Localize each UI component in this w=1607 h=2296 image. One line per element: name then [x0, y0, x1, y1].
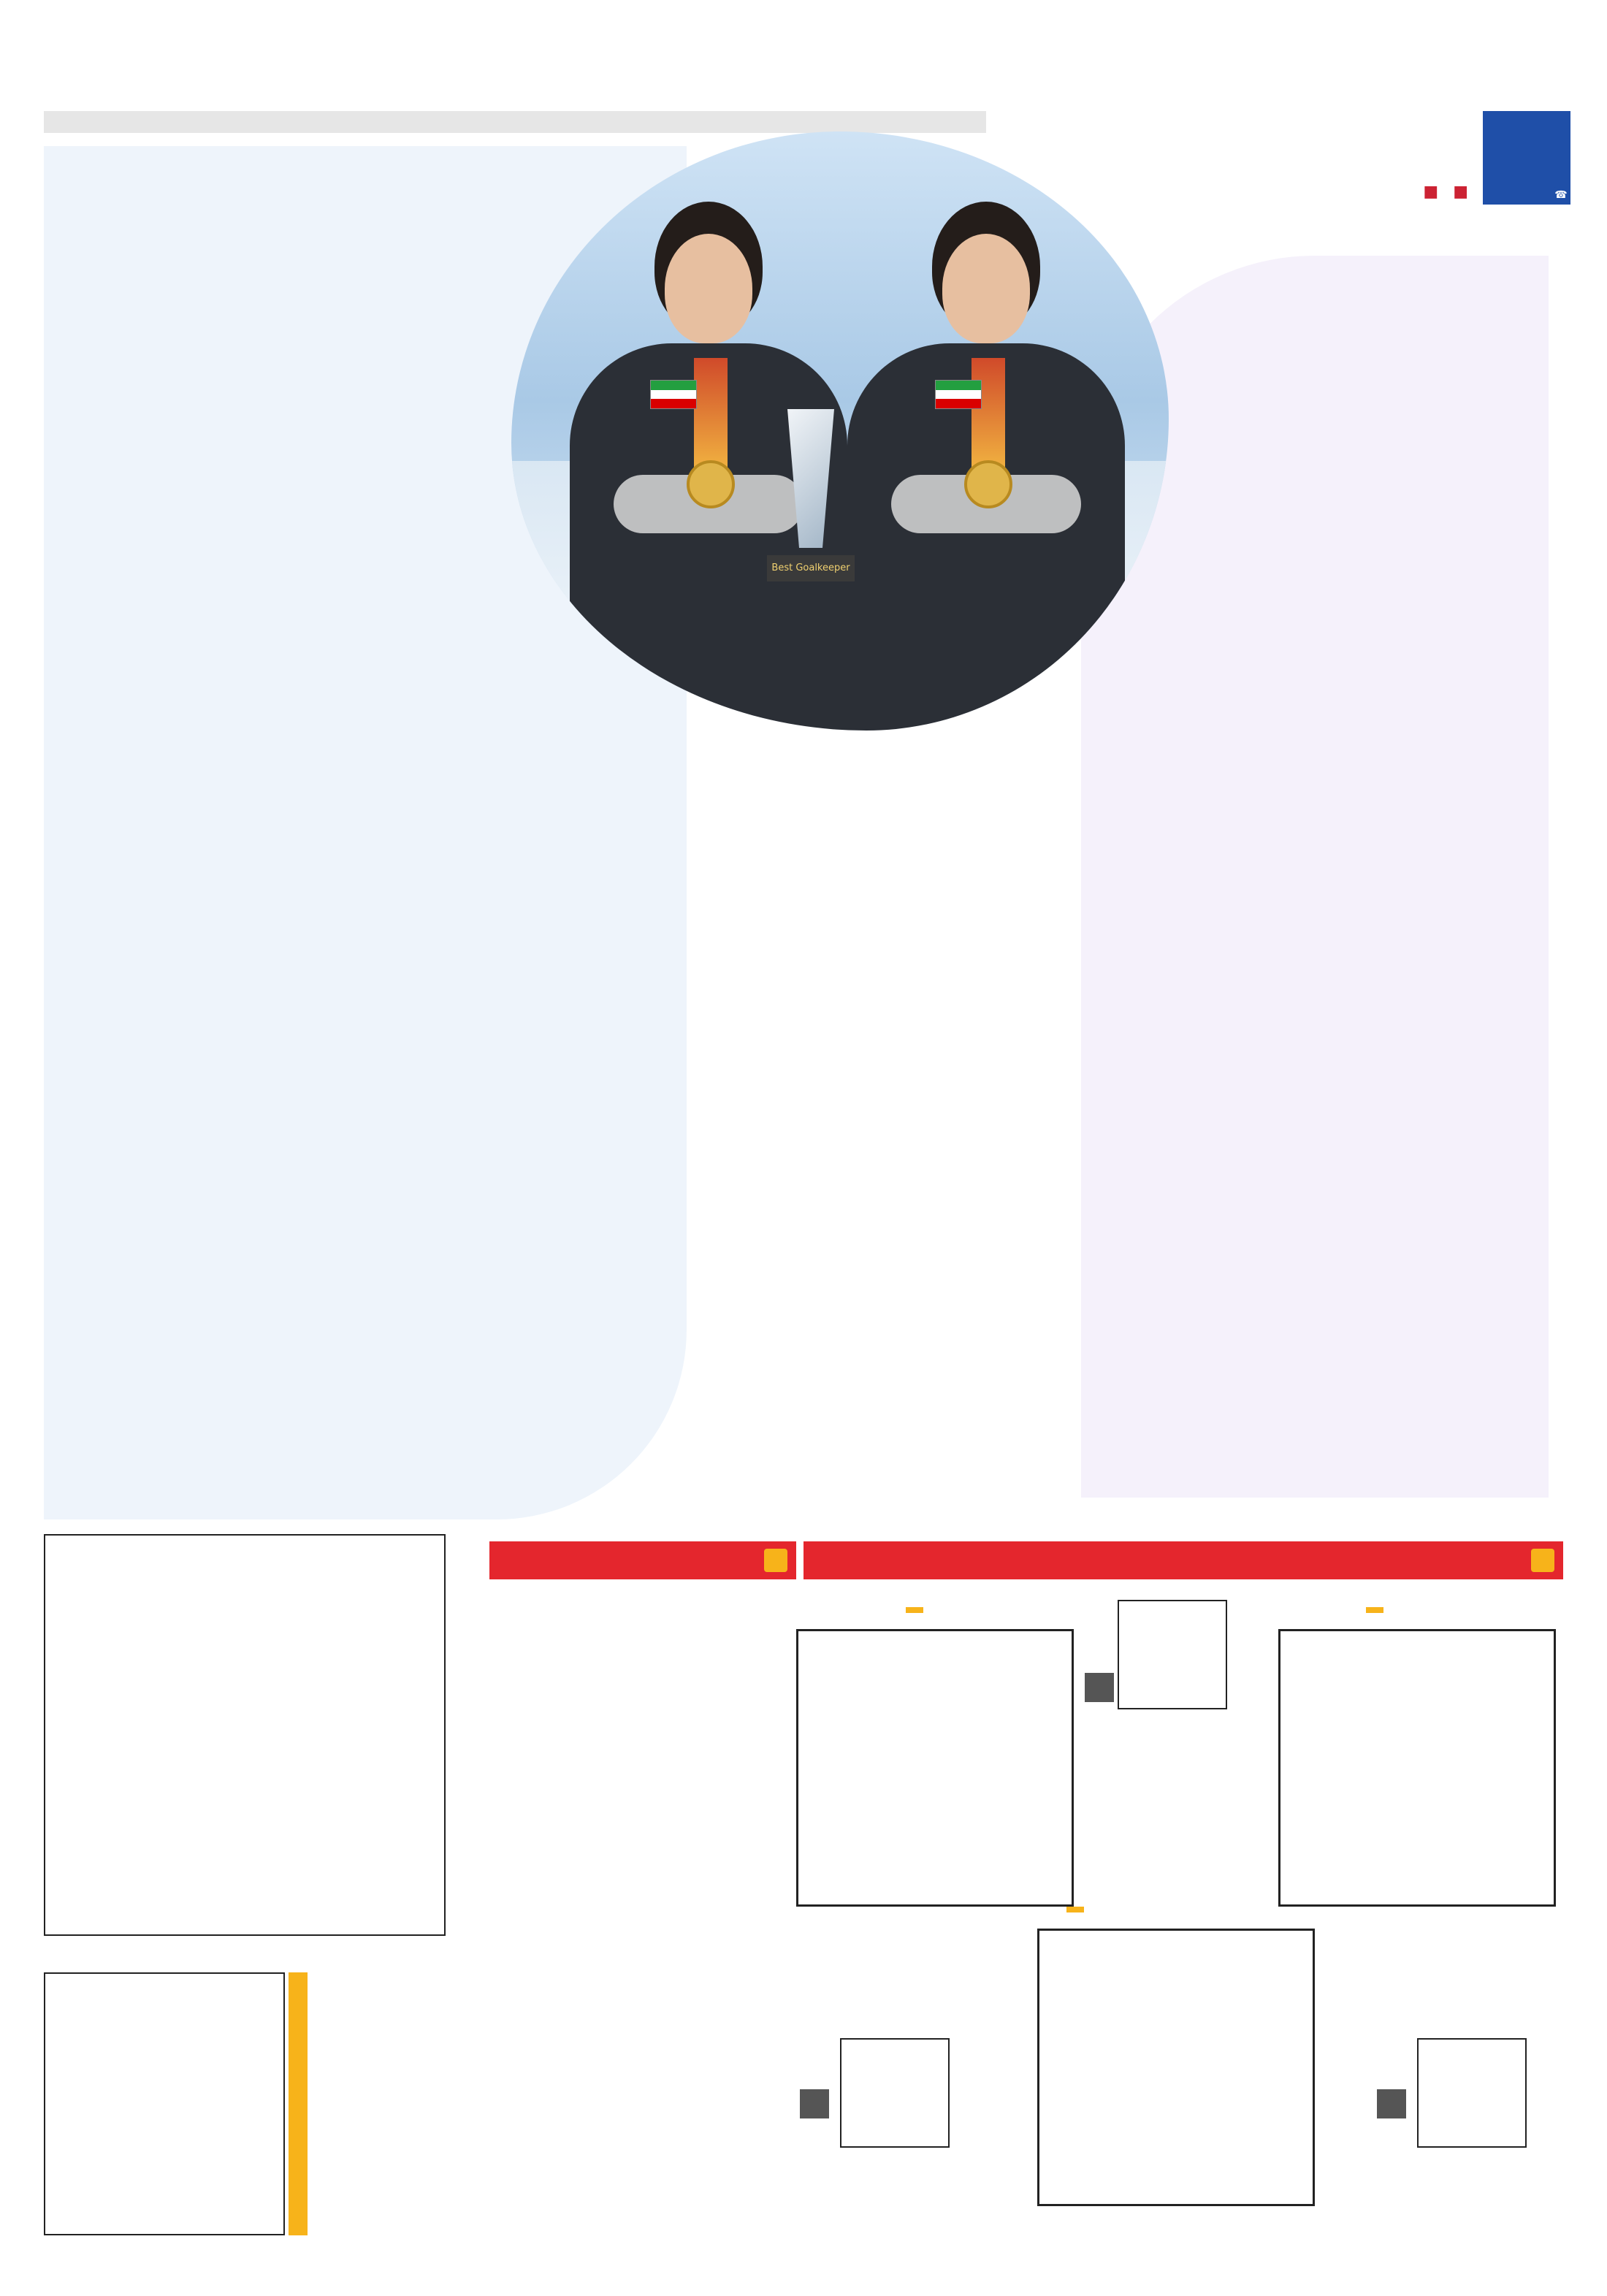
crossword-row-numbers: [450, 1534, 467, 1936]
meta-bullet: ■: [1453, 183, 1468, 201]
sudoku-easy-grid[interactable]: [1278, 1629, 1556, 1907]
trophy-plaque: Best Goalkeeper: [767, 555, 855, 581]
iran-flag-icon: [650, 380, 697, 409]
previous-sudoku-hard: [1417, 2038, 1527, 2148]
meta-bullet: ■: [1423, 183, 1439, 201]
feature-title: [701, 752, 1110, 1059]
mini-hard-tag: [1377, 2089, 1406, 2118]
sudoku-medium-label: [1066, 1907, 1084, 1912]
mini-easy-tag: [1085, 1673, 1114, 1702]
puzzle-icon: [1531, 1549, 1554, 1572]
iran-flag-icon: [935, 380, 982, 409]
sudoku-header: [804, 1541, 1563, 1579]
right-headline: [1205, 274, 1541, 330]
previous-sudoku-medium: [840, 2038, 950, 2148]
puzzle-icon: [764, 1549, 787, 1572]
gold-medal-icon: [964, 460, 1012, 508]
sudoku-hard-label: [906, 1607, 923, 1613]
crossword-puzzle: [44, 1534, 467, 1958]
sudoku-hard-grid[interactable]: [796, 1629, 1074, 1907]
feature-title-line-1: [703, 731, 1110, 774]
team-photo: [511, 131, 1169, 731]
phone-line: [1549, 187, 1569, 203]
phone-icon: ☎: [1553, 187, 1569, 203]
medal-ribbon: [694, 358, 728, 468]
trophy-icon: [767, 409, 855, 599]
previous-crossword-solution: [44, 1972, 285, 2235]
previous-sudoku-easy: [1118, 1600, 1227, 1709]
player-right: [847, 234, 1125, 731]
medal-ribbon: [972, 358, 1005, 468]
sudoku-medium-grid[interactable]: [1037, 1929, 1315, 2206]
sudoku-easy-label: [1366, 1607, 1383, 1613]
previous-solution-label: [289, 1972, 308, 2235]
gold-medal-icon: [687, 460, 735, 508]
issue-meta: [1416, 183, 1468, 201]
mini-medium-tag: [800, 2089, 829, 2118]
crossword-grid[interactable]: [44, 1534, 446, 1936]
masthead-rule: [44, 111, 986, 133]
feature-title-line-2: [702, 738, 1110, 766]
crossword-header: [489, 1541, 796, 1579]
